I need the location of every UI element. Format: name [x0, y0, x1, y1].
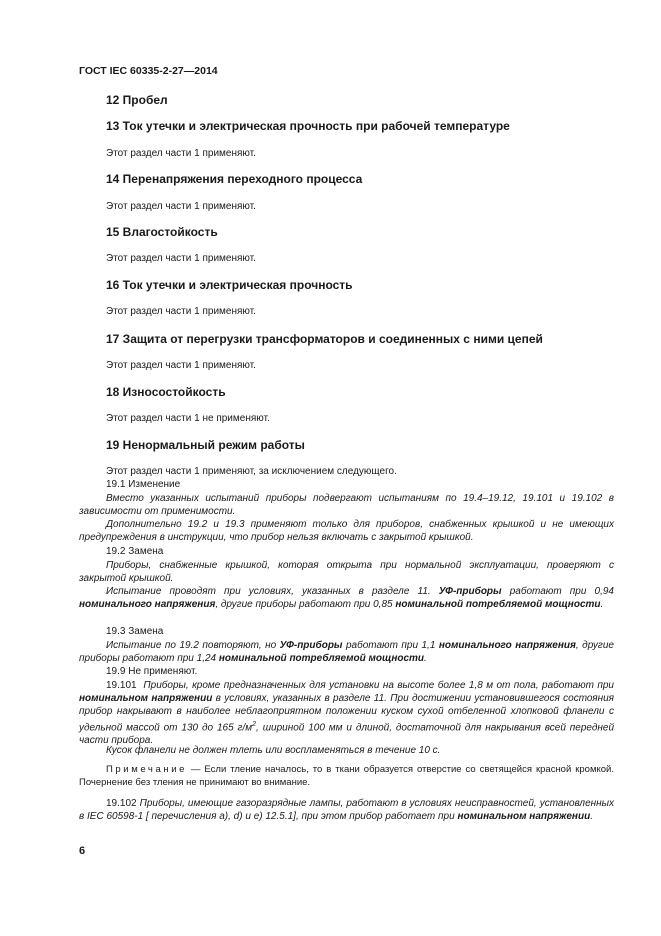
section-15-text: Этот раздел части 1 применяют.	[106, 253, 256, 264]
clause-19-3-heading: 19.3 Замена	[106, 626, 164, 637]
section-16-title: 16 Ток утечки и электрическая прочность	[106, 278, 353, 292]
section-17-text: Этот раздел части 1 применяют.	[106, 360, 256, 371]
section-19-intro: Этот раздел части 1 применяют, за исключением следующего.	[106, 466, 397, 477]
section-13-title: 13 Ток утечки и электрическая прочность при рабочей температуре	[106, 119, 510, 133]
clause-19-101-number: 19.101	[106, 680, 137, 691]
clause-19-101-paragraph: 19.101 Приборы, кроме предназначенных для установки на высоте более 1,8 м от пола, работают при номинальном напряжении в условиях, указанных в разделе 11. При достижении установившегося состояния прибор накрывают в наиболее неблагоприятном положении куском сухой отбеленной хлопковой фланели с удельной массой от 130 до 165 $г/м^2$, шириной 100 мм и длиной, достаточной для накрывания всей передней части прибора.	[79, 680, 615, 747]
section-18-title: 18 Износостойкость	[106, 385, 226, 399]
clause-19-2-paragraph-2: Испытание проводят при условиях, указанных в разделе 11. УФ-приборы работают при 0,94 номинального напряжения, другие приборы работают при 0,85 номинальной потребляемой мощности.	[79, 586, 614, 610]
document-header: ГОСТ IEC 60335-2-27—2014	[79, 65, 218, 77]
section-16-text: Этот раздел части 1 применяют.	[106, 306, 256, 317]
clause-19-101-paragraph-2: Кусок фланели не должен тлеть или воспламеняться в течение 10 с.	[106, 745, 441, 756]
clause-19-2-paragraph-1: Приборы, снабженные крышкой, которая открыта при нормальной эксплуатации, проверяют с закрытой крышкой.	[79, 560, 614, 584]
section-12-title: 12 Пробел	[106, 93, 168, 107]
clause-19-102-paragraph: 19.102 Приборы, имеющие газоразрядные лампы, работают в условиях неисправностей, установленных в IEC 60598-1 [ перечисления a), d) и e) 12.5.1], при этом прибор работает при номинальном напряжении.	[79, 798, 614, 822]
clause-19-9: 19.9 Не применяют.	[106, 666, 198, 677]
clause-19-1-paragraph-2: Дополнительно 19.2 и 19.3 применяют только для приборов, снабженных крышкой и не имеющих предупреждения в инструкции, что прибор нельзя включать с закрытой крышкой.	[79, 519, 614, 543]
section-19-title: 19 Ненормальный режим работы	[106, 438, 305, 452]
clause-19-2-heading: 19.2 Замена	[106, 546, 164, 557]
clause-19-3-paragraph: Испытание по 19.2 повторяют, но УФ-приборы работают при 1,1 номинального напряжения, другие приборы работают при 1,24 номинальной потребляемой мощности.	[79, 640, 614, 664]
section-14-title: 14 Перенапряжения переходного процесса	[106, 172, 363, 186]
note: Примечание — Если тление началось, то в ткани образуется отверстие со светящейся красной кромкой. Почернение без тления не принимают во внимание.	[79, 764, 614, 788]
note-label: Примечание	[106, 764, 187, 775]
clause-19-1-paragraph-1: Вместо указанных испытаний приборы подвергают испытаниям по 19.4–19.12, 19.101 и 19.102 в зависимости от применимости.	[79, 493, 614, 517]
section-17-title: 17 Защита от перегрузки трансформаторов и соединенных с ними цепей	[106, 332, 543, 346]
clause-19-1-heading: 19.1 Изменение	[106, 479, 181, 490]
clause-19-102-number: 19.102	[106, 798, 137, 809]
page-number: 6	[79, 845, 86, 857]
section-18-text: Этот раздел части 1 не применяют.	[106, 413, 270, 424]
section-13-text: Этот раздел части 1 применяют.	[106, 148, 256, 159]
section-15-title: 15 Влагостойкость	[106, 225, 218, 239]
section-14-text: Этот раздел части 1 применяют.	[106, 201, 256, 212]
